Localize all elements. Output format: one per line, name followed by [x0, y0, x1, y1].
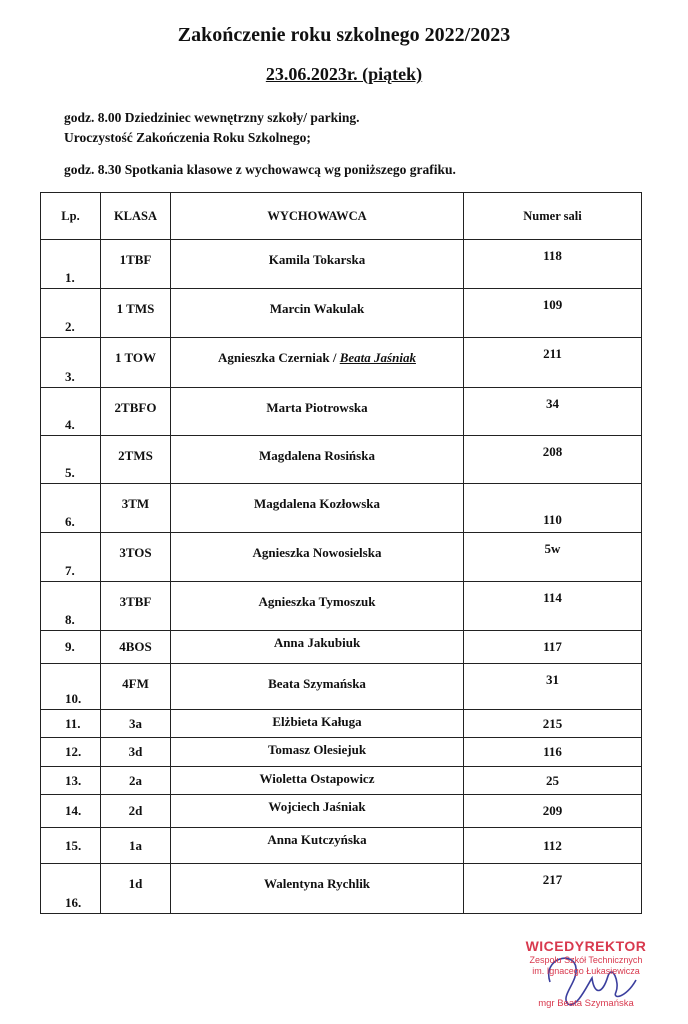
row-number: 15.	[41, 828, 101, 864]
event-date: 23.06.2023r. (piątek)	[265, 64, 423, 84]
class-name: 1a	[101, 828, 171, 864]
schedule-line-3: godz. 8.30 Spotkania klasowe z wychowawcą wg poniższego grafiku.	[64, 162, 456, 177]
room-number: 31	[464, 664, 642, 710]
row-number: 5.	[41, 436, 101, 484]
table-row	[41, 338, 642, 388]
table-row	[41, 388, 642, 436]
teacher-name-text: Elżbieta Kaługa	[272, 714, 362, 729]
teacher-name	[171, 864, 464, 914]
teacher-name-text: Agnieszka Tymoszuk	[258, 594, 376, 609]
teacher-name	[171, 664, 464, 710]
teacher-name-text: Magdalena Rosińska	[259, 448, 375, 463]
table-row	[41, 240, 642, 289]
header-numer-sali: Numer sali	[464, 193, 642, 240]
class-name: 2a	[101, 767, 171, 795]
teacher-name-text: Agnieszka Czerniak /	[218, 350, 340, 365]
room-number: 117	[464, 631, 642, 664]
row-number: 3.	[41, 338, 101, 388]
room-number: 209	[464, 795, 642, 828]
row-number: 12.	[41, 738, 101, 767]
row-number: 9.	[41, 631, 101, 664]
class-name: 1 TOW	[101, 338, 171, 388]
table-row	[41, 710, 642, 738]
teacher-name-text: Walentyna Rychlik	[263, 876, 371, 891]
room-number: 211	[464, 338, 642, 388]
row-number: 7.	[41, 533, 101, 582]
teacher-name	[171, 533, 464, 582]
room-number: 208	[464, 436, 642, 484]
header-wychowawca: WYCHOWAWCA	[171, 193, 464, 240]
row-number: 1.	[41, 240, 101, 289]
teacher-name-text: Wojciech Jaśniak	[268, 799, 366, 814]
teacher-name	[171, 828, 464, 864]
teacher-name	[171, 240, 464, 289]
table-row	[41, 533, 642, 582]
room-number: 34	[464, 388, 642, 436]
stamp-school: Zespołu Szkół Technicznych	[529, 955, 643, 965]
room-number: 114	[464, 582, 642, 631]
class-name: 3TOS	[101, 533, 171, 582]
teacher-name	[171, 388, 464, 436]
row-number: 6.	[41, 484, 101, 533]
teacher-name-text: Anna Kutczyńska	[267, 832, 367, 847]
room-number: 116	[464, 738, 642, 767]
class-meetings-table	[40, 192, 642, 914]
row-number: 16.	[41, 864, 101, 914]
teacher-name-text: Marta Piotrowska	[266, 400, 368, 415]
table-row	[41, 582, 642, 631]
teacher-name-handwritten: Beata Jaśniak	[339, 350, 416, 365]
teacher-name	[171, 289, 464, 338]
class-name: 1d	[101, 864, 171, 914]
class-name: 2TBFO	[101, 388, 171, 436]
room-number: 112	[464, 828, 642, 864]
table-row	[41, 289, 642, 338]
teacher-name-text: Beata Szymańska	[268, 676, 366, 691]
teacher-name-text: Kamila Tokarska	[268, 252, 366, 267]
teacher-name	[171, 631, 464, 664]
stamp-patron: im. Ignacego Łukasiewicza	[532, 966, 640, 976]
teacher-name	[171, 767, 464, 795]
class-name: 4FM	[101, 664, 171, 710]
teacher-name	[171, 738, 464, 767]
room-number: 215	[464, 710, 642, 738]
row-number: 10.	[41, 664, 101, 710]
teacher-name	[171, 338, 464, 388]
table-row	[41, 664, 642, 710]
class-name: 4BOS	[101, 631, 171, 664]
teacher-name-text: Anna Jakubiuk	[273, 635, 361, 650]
row-number: 2.	[41, 289, 101, 338]
teacher-name-text: Marcin Wakulak	[269, 301, 365, 316]
table-row	[41, 828, 642, 864]
class-name: 3TBF	[101, 582, 171, 631]
class-name: 3d	[101, 738, 171, 767]
room-number: 118	[464, 240, 642, 289]
schedule-line-1: godz. 8.00 Dziedziniec wewnętrzny szkoły/ parking.	[64, 110, 360, 125]
teacher-name	[171, 710, 464, 738]
room-number: 217	[464, 864, 642, 914]
table-row	[41, 436, 642, 484]
table-row	[41, 738, 642, 767]
row-number: 8.	[41, 582, 101, 631]
room-number: 109	[464, 289, 642, 338]
room-number: 110	[464, 484, 642, 533]
teacher-name	[171, 436, 464, 484]
header-lp: Lp.	[41, 193, 101, 240]
class-name: 1TBF	[101, 240, 171, 289]
schedule-line-2: Uroczystość Zakończenia Roku Szkolnego;	[64, 130, 311, 145]
class-name: 2d	[101, 795, 171, 828]
teacher-name-text: Tomasz Olesiejuk	[267, 742, 367, 757]
class-name: 3TM	[101, 484, 171, 533]
header-klasa: KLASA	[101, 193, 171, 240]
teacher-name	[171, 484, 464, 533]
teacher-name	[171, 795, 464, 828]
teacher-name-text: Magdalena Kozłowska	[253, 496, 381, 511]
class-name: 3a	[101, 710, 171, 738]
table-body	[41, 240, 642, 914]
teacher-name-text: Agnieszka Nowosielska	[252, 545, 382, 560]
row-number: 11.	[41, 710, 101, 738]
room-number: 5w	[464, 533, 642, 582]
table-row	[41, 631, 642, 664]
stamp-name: mgr Beata Szymańska	[538, 998, 634, 1009]
table-row	[41, 795, 642, 828]
class-name: 1 TMS	[101, 289, 171, 338]
room-number: 25	[464, 767, 642, 795]
teacher-name-text: Wioletta Ostapowicz	[259, 771, 375, 786]
table-row	[41, 767, 642, 795]
stamp-text	[506, 938, 666, 1009]
row-number: 14.	[41, 795, 101, 828]
row-number: 13.	[41, 767, 101, 795]
row-number: 4.	[41, 388, 101, 436]
page-title: Zakończenie roku szkolnego 2022/2023	[177, 24, 511, 46]
table-row	[41, 484, 642, 533]
table-row	[41, 864, 642, 914]
stamp-title: WICEDYREKTOR	[525, 938, 647, 954]
teacher-name	[171, 582, 464, 631]
table-header-row	[41, 193, 642, 240]
class-name: 2TMS	[101, 436, 171, 484]
